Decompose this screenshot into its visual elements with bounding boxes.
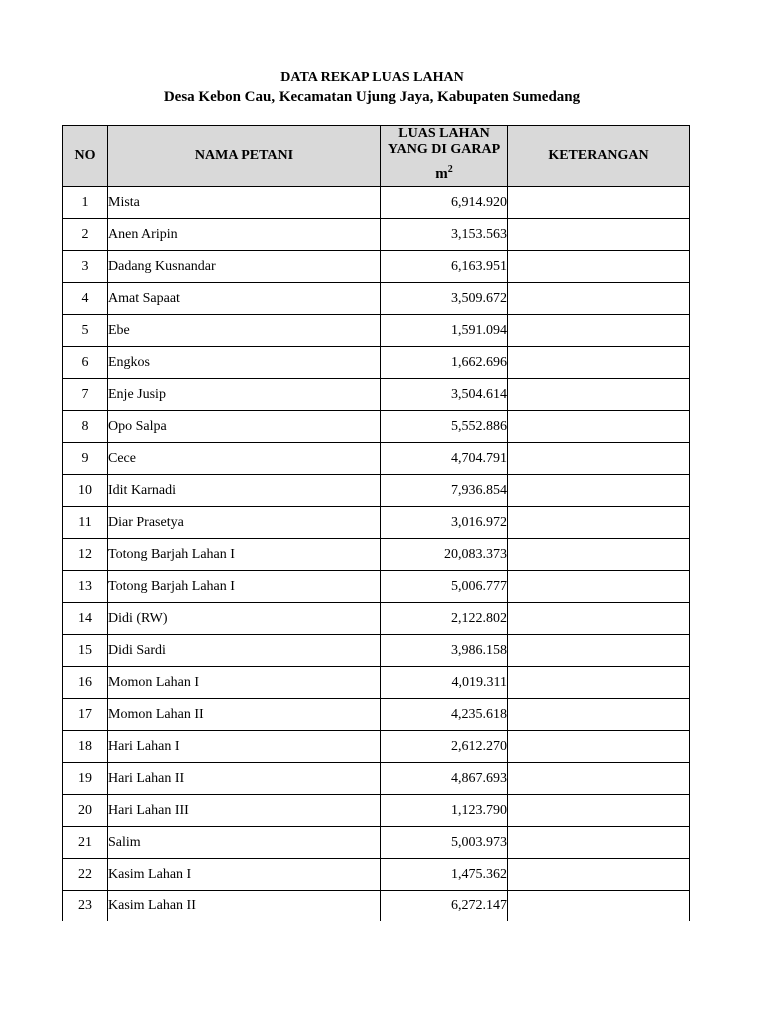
row-keterangan [508, 539, 690, 571]
row-no: 5 [63, 315, 108, 347]
row-luas-lahan: 5,006.777 [381, 571, 508, 603]
unit-base: m [435, 165, 448, 182]
row-nama-petani: Cece [108, 443, 381, 475]
row-no: 13 [63, 571, 108, 603]
row-nama-petani: Amat Sapaat [108, 283, 381, 315]
row-nama-petani: Mista [108, 187, 381, 219]
land-area-table [62, 125, 690, 921]
table-row [63, 571, 690, 603]
row-nama-petani: Momon Lahan I [108, 667, 381, 699]
row-nama-petani: Enje Jusip [108, 379, 381, 411]
row-nama-petani: Salim [108, 827, 381, 859]
row-no: 4 [63, 283, 108, 315]
row-no: 6 [63, 347, 108, 379]
table-row [63, 411, 690, 443]
row-no: 14 [63, 603, 108, 635]
row-nama-petani: Dadang Kusnandar [108, 251, 381, 283]
row-keterangan [508, 443, 690, 475]
table-row [63, 315, 690, 347]
row-no: 18 [63, 731, 108, 763]
unit-exponent: 2 [447, 163, 453, 175]
row-no: 16 [63, 667, 108, 699]
header-luas-line-2: YANG DI GARAP [387, 141, 501, 157]
table-row [63, 507, 690, 539]
row-keterangan [508, 891, 690, 922]
row-no: 12 [63, 539, 108, 571]
table-row [63, 699, 690, 731]
row-nama-petani: Momon Lahan II [108, 699, 381, 731]
row-keterangan [508, 827, 690, 859]
row-luas-lahan: 4,019.311 [381, 667, 508, 699]
row-luas-lahan: 3,504.614 [381, 379, 508, 411]
row-keterangan [508, 187, 690, 219]
row-keterangan [508, 667, 690, 699]
row-nama-petani: Hari Lahan III [108, 795, 381, 827]
table-header-row [63, 126, 690, 187]
row-keterangan [508, 763, 690, 795]
header-luas-lahan [381, 126, 508, 187]
table-row [63, 827, 690, 859]
row-no: 8 [63, 411, 108, 443]
row-luas-lahan: 2,122.802 [381, 603, 508, 635]
row-nama-petani: Kasim Lahan II [108, 891, 381, 922]
row-nama-petani: Opo Salpa [108, 411, 381, 443]
table-row [63, 859, 690, 891]
row-nama-petani: Diar Prasetya [108, 507, 381, 539]
row-nama-petani: Totong Barjah Lahan I [108, 539, 381, 571]
table-row [63, 667, 690, 699]
table-row [63, 539, 690, 571]
table-row [63, 251, 690, 283]
row-keterangan [508, 635, 690, 667]
row-nama-petani: Kasim Lahan I [108, 859, 381, 891]
row-keterangan [508, 315, 690, 347]
row-luas-lahan: 5,003.973 [381, 827, 508, 859]
table-row [63, 635, 690, 667]
row-luas-lahan: 1,662.696 [381, 347, 508, 379]
row-keterangan [508, 795, 690, 827]
row-nama-petani: Didi (RW) [108, 603, 381, 635]
row-no: 3 [63, 251, 108, 283]
row-keterangan [508, 411, 690, 443]
row-luas-lahan: 3,153.563 [381, 219, 508, 251]
row-luas-lahan: 4,867.693 [381, 763, 508, 795]
row-no: 19 [63, 763, 108, 795]
row-luas-lahan: 1,591.094 [381, 315, 508, 347]
row-keterangan [508, 347, 690, 379]
row-nama-petani: Hari Lahan I [108, 731, 381, 763]
row-nama-petani: Anen Aripin [108, 219, 381, 251]
row-no: 7 [63, 379, 108, 411]
table-row [63, 475, 690, 507]
row-luas-lahan: 3,016.972 [381, 507, 508, 539]
row-no: 10 [63, 475, 108, 507]
document-subtitle: Desa Kebon Cau, Kecamatan Ujung Jaya, Kabupaten Sumedang [163, 89, 581, 105]
row-luas-lahan: 6,272.147 [381, 891, 508, 922]
row-no: 17 [63, 699, 108, 731]
table-row [63, 219, 690, 251]
row-luas-lahan: 4,235.618 [381, 699, 508, 731]
row-keterangan [508, 283, 690, 315]
row-no: 15 [63, 635, 108, 667]
row-no: 21 [63, 827, 108, 859]
row-no: 11 [63, 507, 108, 539]
row-keterangan [508, 507, 690, 539]
table-row [63, 795, 690, 827]
row-luas-lahan: 6,163.951 [381, 251, 508, 283]
row-keterangan [508, 379, 690, 411]
document-title: DATA REKAP LUAS LAHAN [280, 70, 464, 85]
table-row [63, 603, 690, 635]
table-row [63, 187, 690, 219]
row-no: 2 [63, 219, 108, 251]
row-keterangan [508, 251, 690, 283]
row-nama-petani: Hari Lahan II [108, 763, 381, 795]
row-luas-lahan: 3,986.158 [381, 635, 508, 667]
row-luas-lahan: 3,509.672 [381, 283, 508, 315]
header-keterangan: KETERANGAN [508, 126, 690, 187]
row-no: 23 [63, 891, 108, 922]
table-row [63, 283, 690, 315]
table-row [63, 763, 690, 795]
row-luas-lahan: 4,704.791 [381, 443, 508, 475]
row-keterangan [508, 219, 690, 251]
row-luas-lahan: 5,552.886 [381, 411, 508, 443]
row-luas-lahan: 1,475.362 [381, 859, 508, 891]
row-luas-lahan: 2,612.270 [381, 731, 508, 763]
row-nama-petani: Totong Barjah Lahan I [108, 571, 381, 603]
row-nama-petani: Didi Sardi [108, 635, 381, 667]
row-keterangan [508, 731, 690, 763]
table-row [63, 347, 690, 379]
table-body [63, 187, 690, 922]
header-luas-unit [381, 163, 507, 182]
table-row [63, 379, 690, 411]
row-no: 22 [63, 859, 108, 891]
row-keterangan [508, 859, 690, 891]
table-row [63, 891, 690, 922]
row-no: 1 [63, 187, 108, 219]
row-nama-petani: Ebe [108, 315, 381, 347]
row-luas-lahan: 6,914.920 [381, 187, 508, 219]
row-luas-lahan: 1,123.790 [381, 795, 508, 827]
row-keterangan [508, 475, 690, 507]
table-row [63, 443, 690, 475]
row-keterangan [508, 699, 690, 731]
row-luas-lahan: 20,083.373 [381, 539, 508, 571]
row-keterangan [508, 571, 690, 603]
row-nama-petani: Engkos [108, 347, 381, 379]
header-luas-line-1: LUAS LAHAN [398, 125, 490, 141]
header-nama-petani: NAMA PETANI [108, 126, 381, 187]
row-no: 9 [63, 443, 108, 475]
header-no: NO [63, 126, 108, 187]
row-no: 20 [63, 795, 108, 827]
row-keterangan [508, 603, 690, 635]
row-luas-lahan: 7,936.854 [381, 475, 508, 507]
row-nama-petani: Idit Karnadi [108, 475, 381, 507]
table-row [63, 731, 690, 763]
